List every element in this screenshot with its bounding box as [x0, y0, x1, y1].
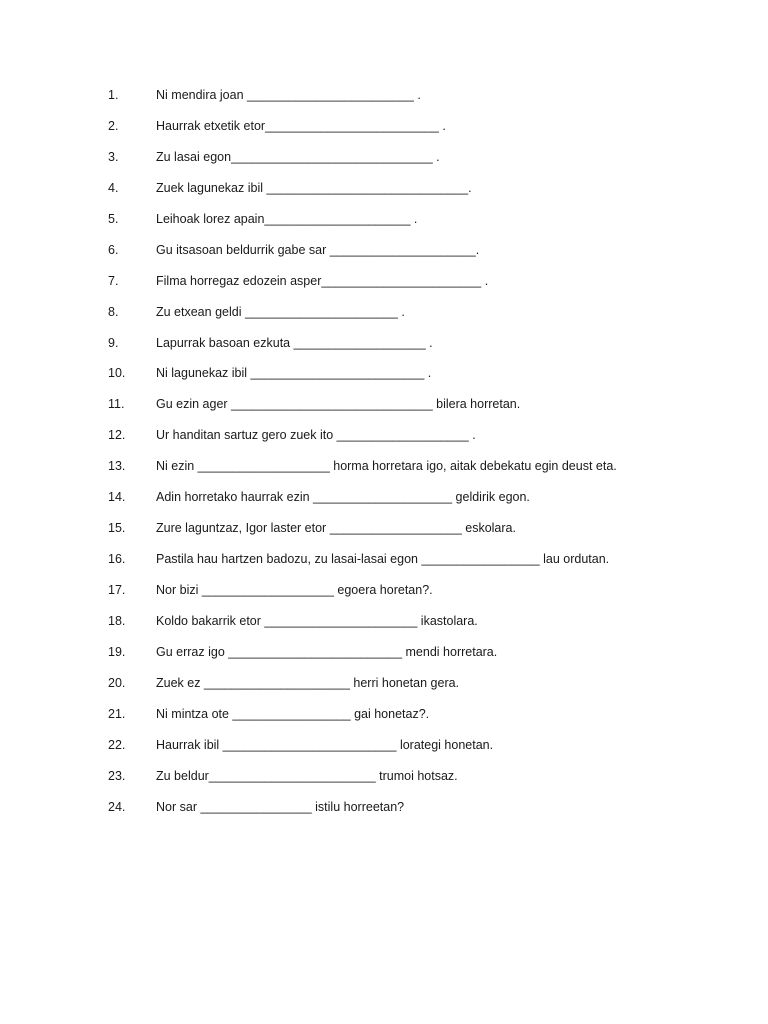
exercise-sentence: Ni mendira joan ________________________ . [156, 88, 421, 102]
exercise-number: 2. [108, 118, 119, 133]
exercise-number: 18. [108, 613, 126, 628]
exercise-item [0, 548, 768, 579]
exercise-sentence: Haurrak ibil _________________________ lorategi honetan. [156, 737, 494, 752]
exercise-item [0, 115, 768, 146]
exercise-number: 3. [108, 149, 119, 164]
exercise-sentence: Ni mintza ote _________________ gai honetaz?. [156, 706, 430, 721]
exercise-number: 14. [108, 490, 126, 505]
exercise-sentence: Nor sar ________________ istilu horreetan? [156, 799, 405, 814]
exercise-number: 11. [108, 397, 125, 412]
exercise-number: 24. [108, 799, 126, 814]
exercise-item [0, 796, 768, 827]
exercise-sentence: Zure laguntzaz, Igor laster etor ___________________ eskolara. [156, 521, 516, 536]
exercise-number: 5. [108, 211, 119, 226]
exercise-item [0, 301, 768, 332]
exercise-number: 12. [108, 428, 126, 443]
exercise-item [0, 765, 768, 796]
exercise-sentence: Gu erraz igo _________________________ mendi horretara. [156, 644, 498, 659]
exercise-number: 13. [108, 459, 126, 474]
exercise-sentence: Zu beldur________________________ trumoi hotsaz. [156, 768, 458, 783]
exercise-item [0, 393, 768, 424]
exercise-sentence: Koldo bakarrik etor ______________________ ikastolara. [156, 613, 478, 628]
exercise-number: 21. [108, 706, 126, 721]
exercise-sentence: Ni ezin ___________________ horma horretara igo, aitak debekatu egin deust eta. [156, 459, 617, 474]
exercise-sentence: Nor bizi ___________________ egoera horetan?. [156, 583, 433, 597]
exercise-item [0, 424, 768, 455]
exercise-sentence: Haurrak etxetik etor_________________________ . [156, 118, 446, 133]
exercise-number: 9. [108, 335, 119, 350]
exercise-item [0, 579, 768, 610]
exercise-sentence: Pastila hau hartzen badozu, zu lasai-lasai egon _________________ lau ordutan. [156, 552, 610, 567]
exercise-item [0, 332, 768, 363]
exercise-sentence: Ur handitan sartuz gero zuek ito ___________________ . [156, 428, 476, 443]
exercise-item [0, 208, 768, 239]
exercise-number: 19. [108, 644, 126, 659]
exercise-item [0, 641, 768, 672]
exercise-number: 6. [108, 242, 119, 257]
exercise-number: 20. [108, 675, 126, 690]
exercise-item [0, 362, 768, 393]
exercise-number: 4. [108, 180, 119, 195]
exercise-sentence: Filma horregaz edozein asper_______________________ . [156, 273, 489, 288]
exercise-number: 16. [108, 552, 126, 567]
exercise-sentence: Zuek ez _____________________ herri honetan gera. [156, 675, 460, 690]
exercise-item [0, 455, 768, 486]
exercise-number: 1. [108, 88, 119, 102]
exercise-item [0, 517, 768, 548]
exercise-sentence: Zu lasai egon_____________________________ . [156, 149, 440, 164]
exercise-sentence: Adin horretako haurrak ezin ____________________ geldirik egon. [156, 490, 530, 505]
exercise-number: 17. [108, 583, 126, 597]
exercise-item [0, 177, 768, 208]
exercise-number: 7. [108, 273, 119, 288]
exercise-sentence: Gu itsasoan beldurrik gabe sar _____________________. [156, 242, 480, 257]
exercise-number: 10. [108, 366, 126, 381]
exercise-sentence: Ni lagunekaz ibil _________________________ . [156, 366, 432, 381]
exercise-sentence: Lapurrak basoan ezkuta ___________________ . [156, 335, 433, 350]
exercise-item [0, 672, 768, 703]
exercise-item [0, 486, 768, 517]
exercise-item [0, 703, 768, 734]
exercise-sentence: Gu ezin ager _____________________________ bilera horretan. [156, 397, 521, 412]
exercise-item [0, 610, 768, 641]
exercise-item [0, 270, 768, 301]
exercise-sentence: Zuek lagunekaz ibil _____________________________. [156, 180, 472, 195]
exercise-sentence: Leihoak lorez apain_____________________ . [156, 211, 418, 226]
exercise-item [0, 239, 768, 270]
exercise-number: 15. [108, 521, 126, 536]
exercise-number: 22. [108, 737, 126, 752]
exercise-item [0, 146, 768, 177]
exercise-list [0, 84, 768, 827]
exercise-item [0, 84, 768, 115]
exercise-sentence: Zu etxean geldi ______________________ . [156, 304, 405, 319]
exercise-item [0, 734, 768, 765]
exercise-number: 8. [108, 304, 119, 319]
exercise-number: 23. [108, 768, 126, 783]
